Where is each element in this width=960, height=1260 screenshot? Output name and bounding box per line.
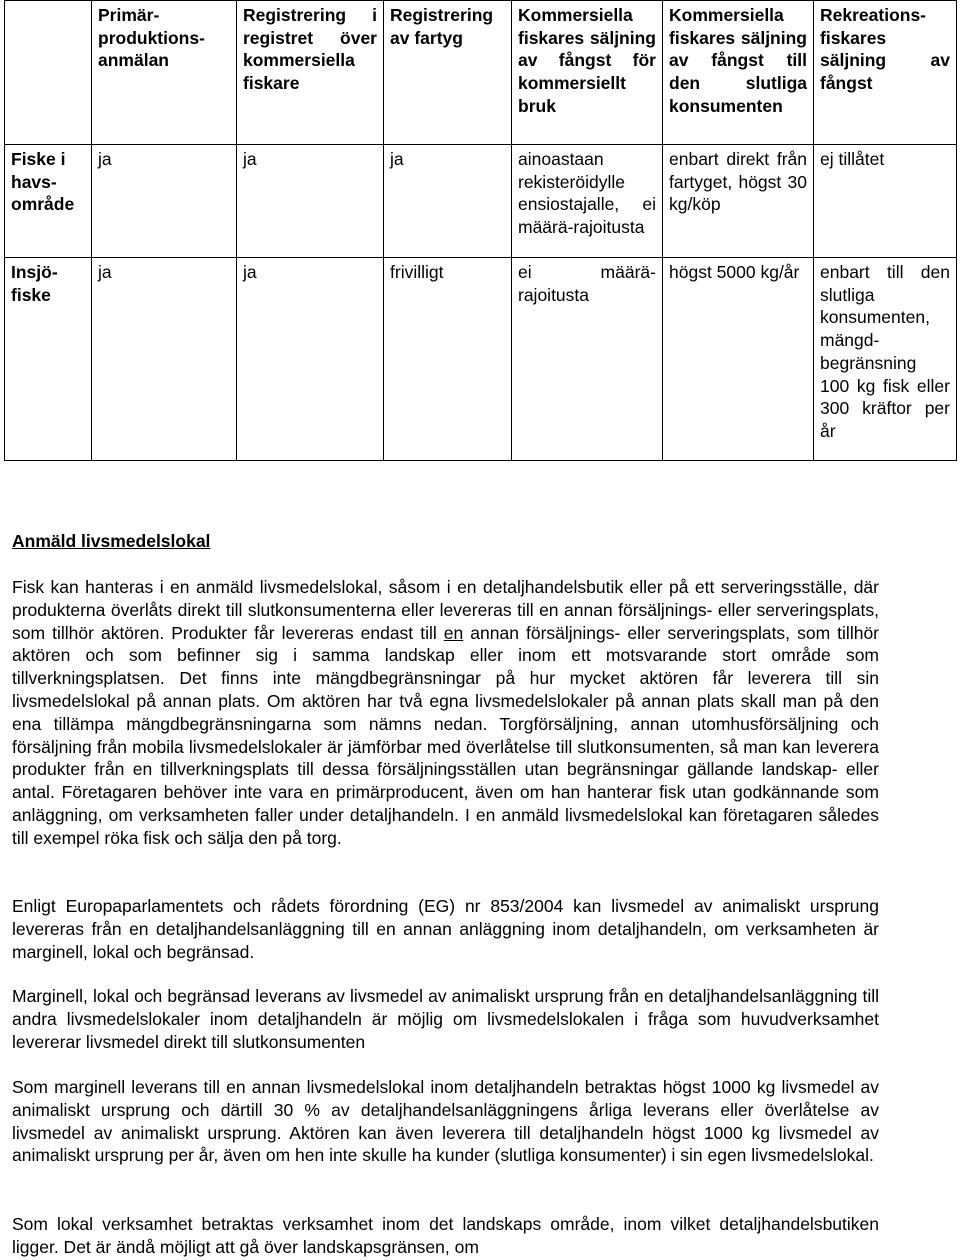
table-cell: ja (237, 258, 384, 461)
table-header-row (5, 1, 957, 145)
underlined-word: en (443, 622, 464, 643)
row-header: Insjö-fiske (5, 258, 92, 461)
fishing-regulation-table (4, 0, 957, 461)
header-cell: Primär-produktions-anmälan (92, 1, 237, 145)
paragraph (12, 576, 879, 850)
table-cell: ja (384, 145, 512, 258)
table-cell: ej tillåtet (814, 145, 957, 258)
paragraph: Marginell, lokal och begränsad leverans av livsmedel av animaliskt ursprung från en detaljhandelsanläggning till andra livsmedelslokaler inom detaljhandeln är möjlig om livsmedelslokalen i fråga som huvudverksamhet levererar livsmedel direkt till slutkonsumenten (12, 986, 879, 1052)
table-cell: enbart direkt från fartyget, högst 30 kg/köp (663, 145, 814, 258)
table-cell: högst 5000 kg/år (663, 258, 814, 461)
section-heading: Anmäld livsmedelslokal (12, 531, 211, 551)
table-row (5, 258, 957, 461)
header-cell: Registrering av fartyg (384, 1, 512, 145)
header-cell: Kommersiella fiskares säljning av fångst för kommersiellt bruk (512, 1, 663, 145)
header-cell: Kommersiella fiskares säljning av fångst till den slutliga konsumenten (663, 1, 814, 145)
paragraph: Som marginell leverans till en annan livsmedelslokal inom detaljhandeln betraktas högst 1000 kg livsmedel av animaliskt ursprung och därtill 30 % av detaljhandelsanläggningens årliga leverans eller överlåtelse av livsmedel av animaliskt ursprung. Aktören kan även leverera till detaljhandeln högst 1000 kg livsmedel av animaliskt ursprung per år, även om hen inte skulle ha kunder (slutliga konsumenter) i sin egen livsmedelslokal. (12, 1077, 879, 1166)
table-cell: ja (237, 145, 384, 258)
header-cell-empty (5, 1, 92, 145)
table-cell: frivilligt (384, 258, 512, 461)
table-cell: ja (92, 145, 237, 258)
paragraph-text: annan försäljnings- eller serveringsplats, som tillhör aktören och som befinner sig i samma landskap eller inom ett motsvarande stort område som tillverkningsplatsen. Det finns inte mängdbegränsningar på hur mycket aktören får leverera till sin livsmedelslokal på annan plats. Om aktören har två egna livsmedelslokaler på annan plats skall man på den ena tillämpa mängdbegränsningarna som nämns nedan. Torgförsäljning, annan utomhusförsäljning och försäljning från mobila livsmedelslokaler är jämförbar med överlåtelse till slutkonsumenten, så man kan leverera produkter från en tillverkningsplats till dessa försäljningsställen utan begränsningar gällande landskap- eller antal. Företagaren behöver inte vara en primärproducent, även om han hanterar fisk utan godkännande som anläggning, om verksamheten faller under detaljhandeln. I en anmäld livsmedelslokal kan företagaren således till exempel röka fisk och sälja den på torg. (12, 622, 880, 848)
table-cell: ja (92, 258, 237, 461)
table-row (5, 145, 957, 258)
paragraph: Som lokal verksamhet betraktas verksamhet inom det landskaps område, inom vilket detaljhandelsbutiken ligger. Det är ändå möjligt att gå över landskapsgränsen, om (12, 1214, 879, 1257)
table-cell: enbart till den slutliga konsumenten, mängd-begränsning 100 kg fisk eller 300 kräftor per år (814, 258, 957, 461)
paragraph: Enligt Europaparlamentets och rådets förordning (EG) nr 853/2004 kan livsmedel av animaliskt ursprung levereras från en detaljhandelsanläggning till en annan anläggning inom detaljhandeln, om verksamheten är marginell, lokal och begränsad. (12, 896, 879, 962)
table-cell: ei määrä-rajoitusta (512, 258, 663, 461)
paragraph-text: Fisk kan hanteras i en anmäld livsmedelslokal, såsom i en detaljhandelsbutik eller på ett serveringsställe, där produkterna överlåts direkt till slutkonsumenterna eller levereras till en annan försäljnings- eller serveringsplats, som tillhör aktören. Produkter får levereras endast till (12, 577, 879, 643)
table-cell: ainoastaan rekisteröidylle ensiostajalle, ei määrä-rajoitusta (512, 145, 663, 258)
header-cell: Rekreations-fiskares säljning av fångst (814, 1, 957, 145)
header-cell: Registrering i registret över kommersiella fiskare (237, 1, 384, 145)
row-header: Fiske i havs-område (5, 145, 92, 258)
